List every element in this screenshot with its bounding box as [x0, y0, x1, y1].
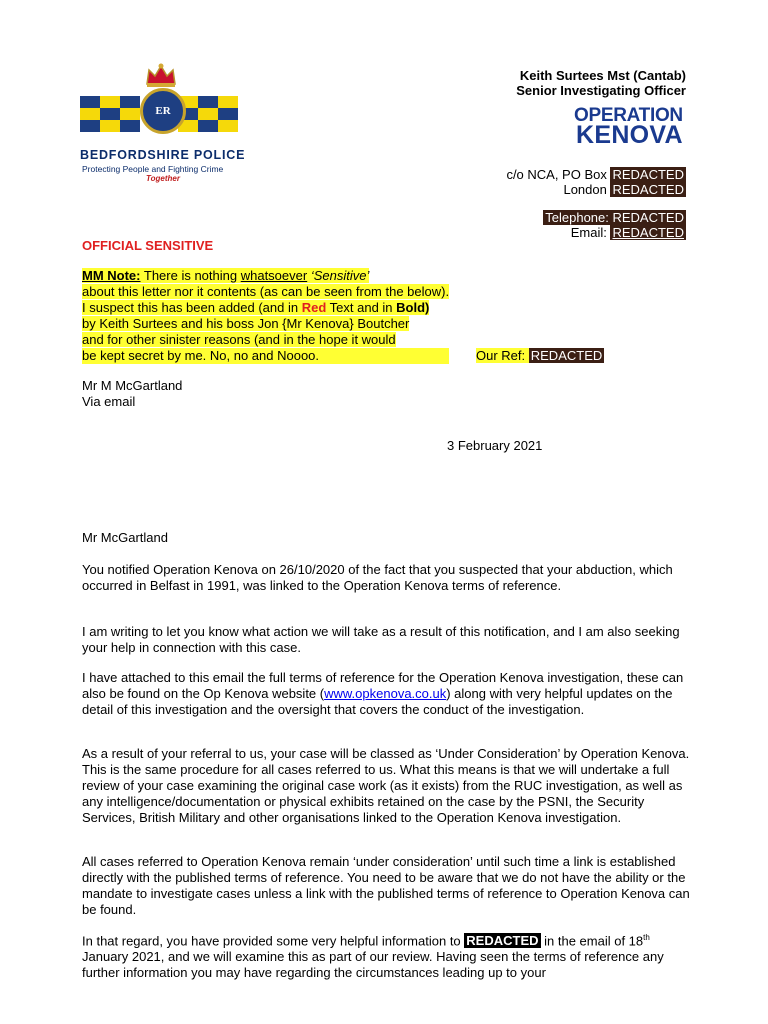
email-label: Email: [570, 225, 607, 240]
note-text: There is nothing [140, 268, 241, 283]
paragraph-text: I have attached to this email the full terms of reference for the Operation Kenova investigation, these can also be found on the Op Kenova website ( [82, 670, 684, 701]
operation-logo-line2: KENOVA [576, 121, 683, 149]
body-paragraph-5: All cases referred to Operation Kenova remain ‘under consideration’ until such time a link is established directly with the published terms of reference. You need to be aware that we do not have the ability or the mandate to investigate cases unless a link with the published terms of reference to Operation Kenova can be found. [82, 854, 690, 917]
body-paragraph-4: As a result of your referral to us, your case will be classed as ‘Under Consideration’ by Operation Kenova. This is the same procedure for all cases referred to us. What this means is that we will undertake a full review of your case examining the original case work (as it exists) from the RUC investigation, as well as any intelligence/documentation or physical exhibits retained on the case by the PSNI, the Security Services, British Military and other organisations linked to the Operation Kenova investigation. [82, 746, 690, 825]
bedfordshire-police-logo [80, 62, 246, 186]
address-po-box-label: c/o NCA, PO Box [506, 167, 607, 182]
note-text: about this letter nor it contents (as can be seen from the below). [82, 284, 450, 299]
ref-label: Our Ref: [476, 348, 526, 363]
recipient-name: Mr M McGartland [82, 378, 183, 393]
address-telephone [543, 210, 686, 226]
note-line-2 [82, 284, 449, 300]
officer-name: Keith Surtees Mst (Cantab) [519, 68, 686, 83]
telephone-redacted: Telephone: REDACTED [545, 210, 684, 225]
classification-label: OFFICIAL SENSITIVE [82, 238, 214, 253]
note-label: MM Note: [82, 268, 141, 283]
paragraph-text: In that regard, you have provided some very helpful information to [82, 933, 465, 949]
ref-value: REDACTED [530, 348, 603, 363]
note-line-5 [82, 332, 396, 348]
note-text: by Keith Surtees and his boss Jon {Mr Kenova} Boutcher [82, 316, 410, 331]
address-line2 [563, 182, 686, 198]
note-line-3 [82, 300, 429, 316]
recipient-via: Via email [82, 394, 136, 409]
salutation: Mr McGartland [82, 530, 168, 545]
logo-name: BEDFORDSHIRE POLICE [80, 148, 246, 162]
address-line1 [506, 167, 686, 183]
note-line-6 [82, 348, 604, 364]
body-paragraph-3 [82, 670, 692, 718]
note-text: ‘Sensitive’ [307, 268, 370, 283]
paragraph-text: ) along with very helpful updates on the detail of this investigation and the oversight that covers the conduct of the investigation. [82, 686, 673, 717]
note-text: be kept secret by me. No, no and Noooo. [82, 348, 449, 364]
letter-date: 3 February 2021 [447, 438, 543, 453]
address-city: London [563, 182, 607, 197]
ordinal-suffix: th [643, 933, 650, 942]
badge-monogram: ER [155, 105, 171, 117]
redaction: REDACTED [612, 167, 684, 182]
redaction: REDACTED [612, 182, 684, 197]
logo-together: Together [146, 174, 180, 183]
note-line-1 [82, 268, 369, 284]
opkenova-website-link[interactable]: www.opkenova.co.uk [324, 686, 447, 701]
note-line-4 [82, 316, 409, 332]
paragraph-text: January 2021, and we will examine this as part of our review. Having seen the terms of reference any further information you may have regarding the circumstances leading up to your [82, 949, 664, 981]
police-star-badge [140, 88, 186, 134]
note-text: I suspect this has been added (and in [82, 300, 302, 315]
address-email [571, 225, 686, 241]
logo-tagline: Protecting People and Fighting Crime [82, 164, 224, 174]
redaction: REDACTED [612, 225, 684, 240]
note-red-word: Red [301, 300, 327, 315]
note-text: whatsoever [240, 268, 308, 283]
note-text: and for other sinister reasons (and in the hope it would [82, 332, 396, 347]
note-text: Text and in [326, 300, 397, 315]
body-paragraph-1: You notified Operation Kenova on 26/10/2020 of the fact that you suspected that your abduction, which occurred in Belfast in 1991, was linked to the Operation Kenova terms of reference. [82, 562, 673, 593]
body-paragraph-2: I am writing to let you know what action we will take as a result of this notification, and I am also seeking your help in connection with this case. [82, 624, 680, 655]
redaction: REDACTED [466, 933, 539, 949]
officer-title: Senior Investigating Officer [516, 83, 686, 98]
paragraph-text: in the email of 18 [540, 933, 644, 949]
note-bold-word: Bold) [396, 300, 430, 315]
body-paragraph-6 [82, 930, 692, 981]
crown-icon [144, 62, 178, 88]
operation-logo-line1: OPERATION [574, 105, 683, 126]
